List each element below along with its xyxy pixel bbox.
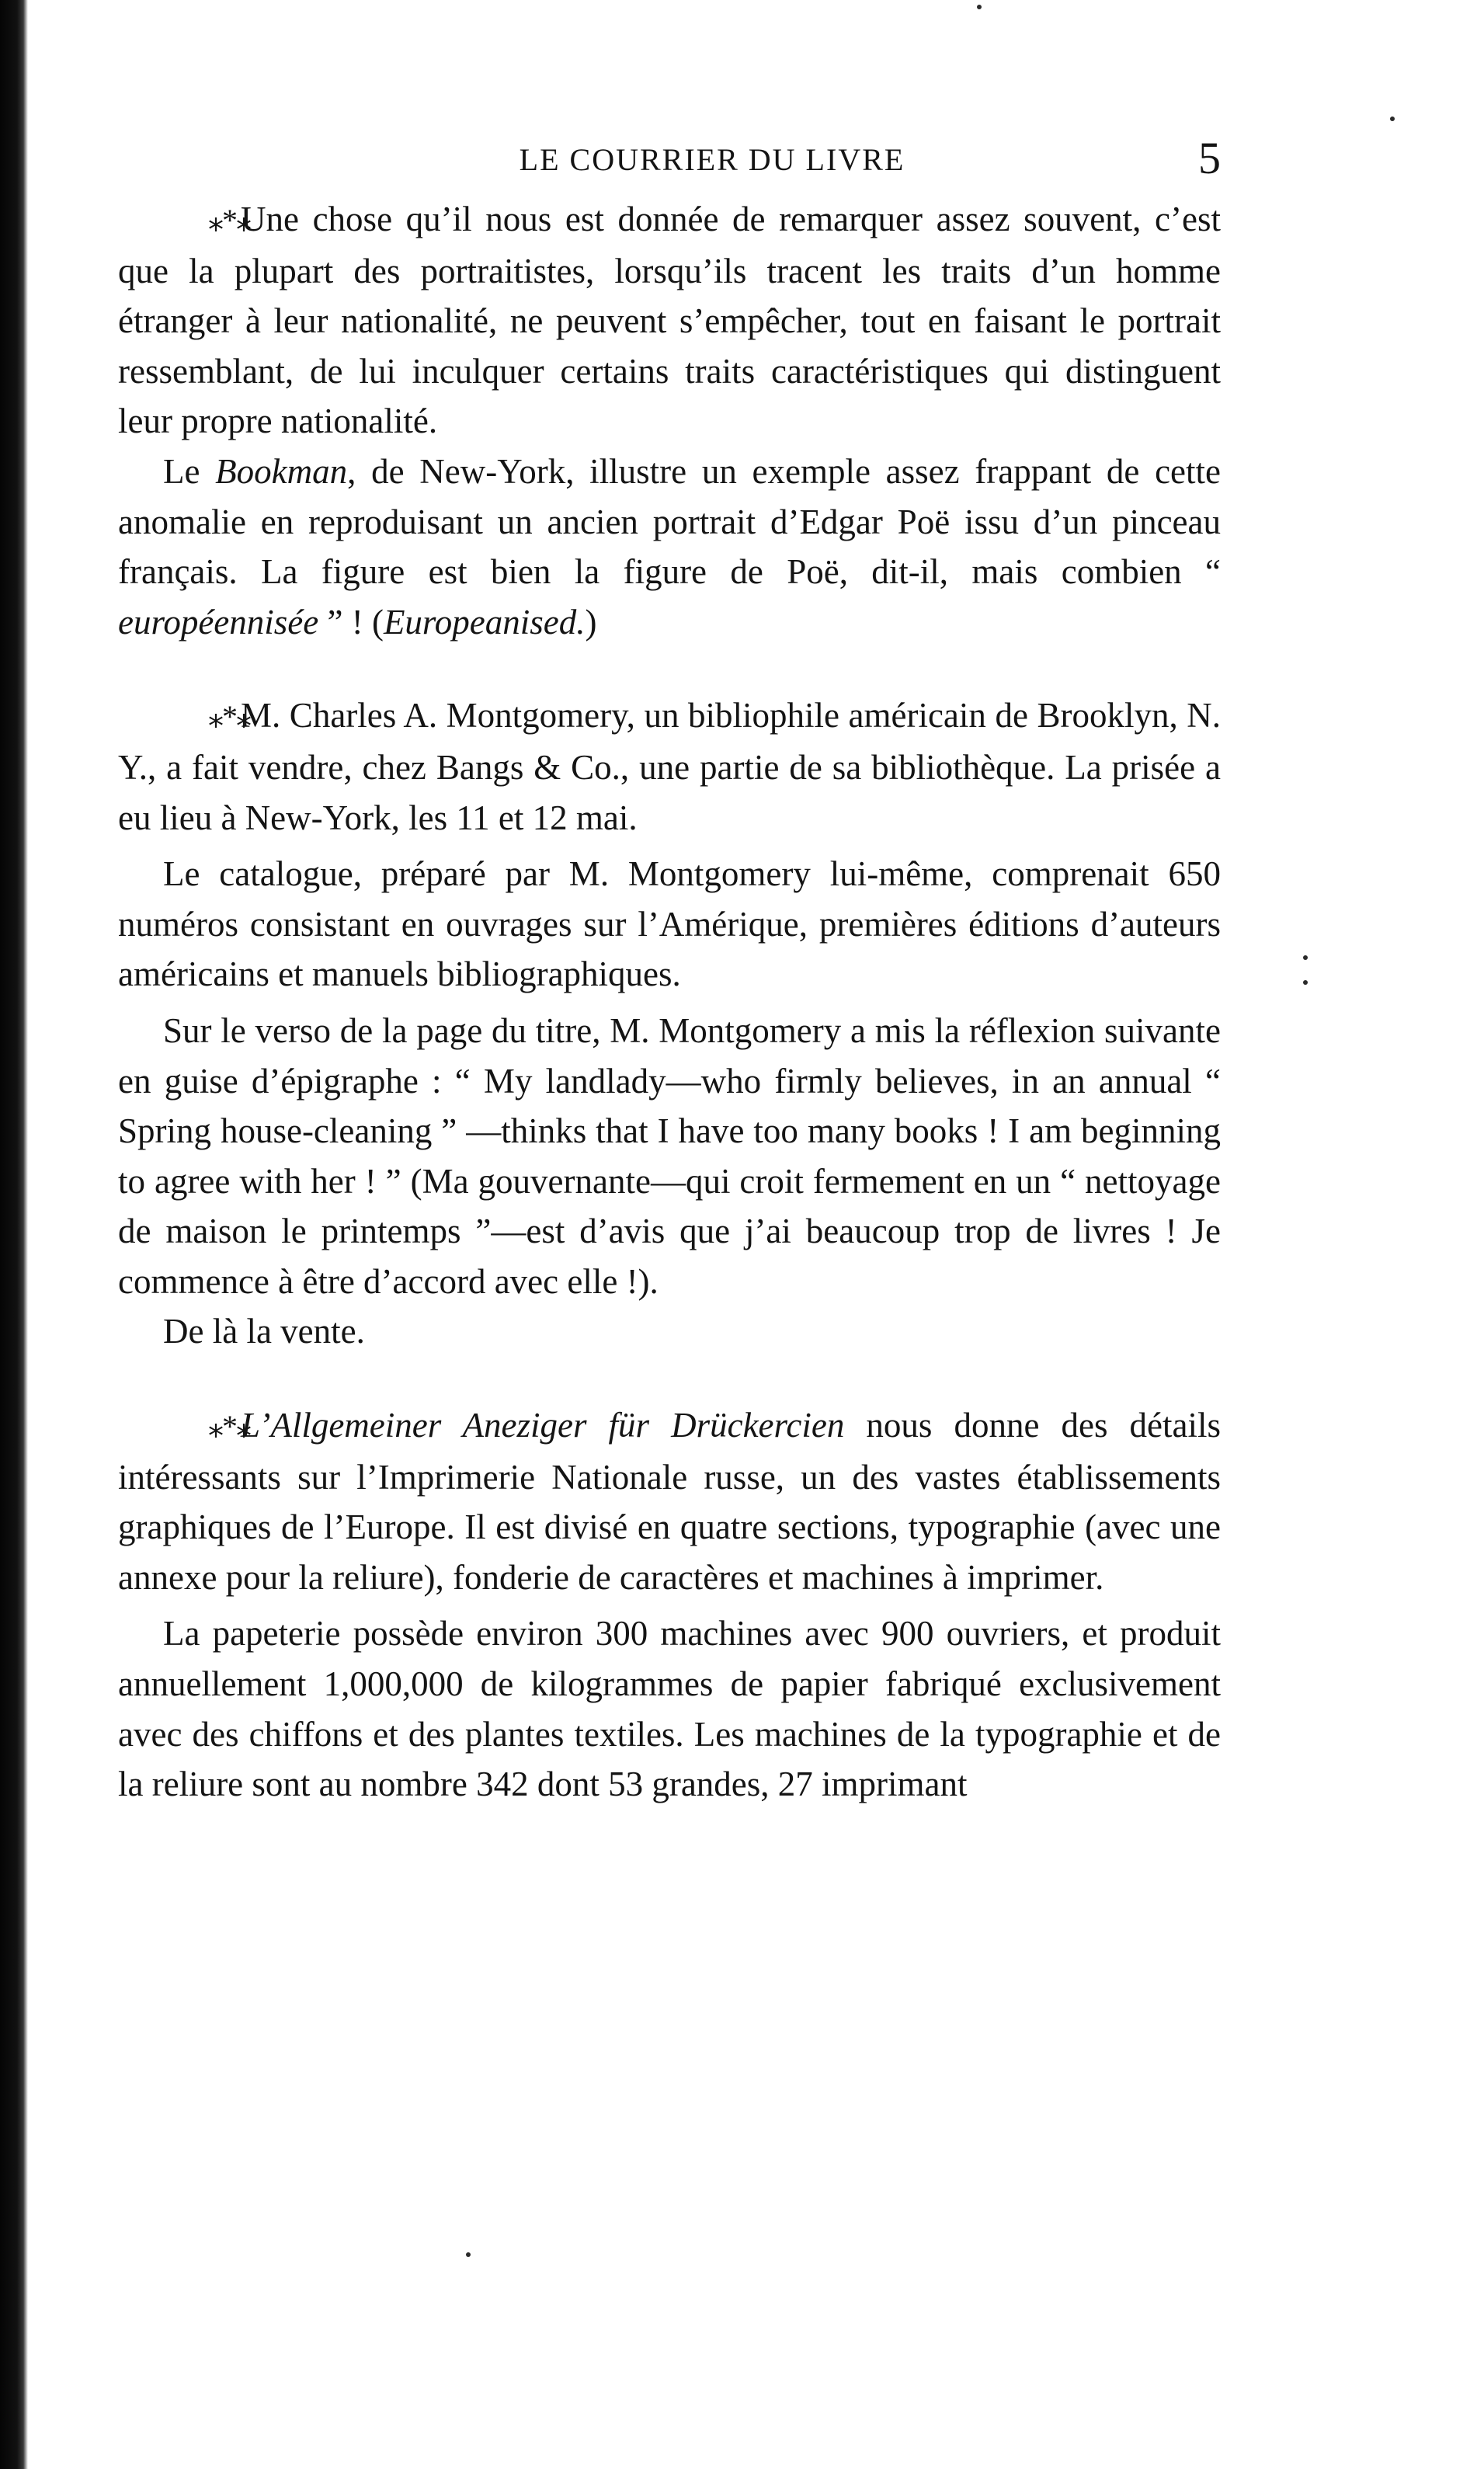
quoted-word: européennisée [118, 602, 319, 642]
paragraph-catalogue [118, 849, 1221, 1000]
text-run: ) [585, 602, 597, 642]
print-speck [977, 5, 982, 9]
paragraph-text: Une chose qu’il nous est donnée de remarquer assez souvent, c’est que la plupart des portraitistes, lorsqu’ils tracent les traits d’un homme étranger à leur nationalité, ne peuvent s’empêcher, tout en faisant le portrait ressemblant, de lui inculquer certains traits caractéristiques qui distinguent leur propre nationalité. [118, 200, 1221, 441]
paragraph-text: M. Charles A. Montgomery, un bibliophile américain de Brooklyn, N. Y., a fait vendre, chez Bangs & Co., une partie de sa bibliothèque. La prisée a eu lieu à New-York, les 11 et 12 mai. [118, 696, 1221, 837]
publication-title: L’Allgemeiner Aneziger für Drückercien [241, 1406, 845, 1445]
publication-title: Bookman [215, 451, 348, 491]
paragraph-text: Le catalogue, préparé par M. Montgomery lui-même, comprenait 650 numéros consistant en ouvrages sur l’Amérique, premières éditions d’auteurs américains et manuels bibliographiques. [118, 854, 1221, 994]
text-run: Le [163, 451, 216, 491]
asterism-mark: ⁎*⁎ [208, 1409, 250, 1445]
paragraph-epigraph [118, 1006, 1221, 1307]
english-word: Europeanised. [383, 602, 586, 642]
print-speck [1303, 955, 1308, 960]
page-header [118, 124, 1221, 194]
book-page [118, 124, 1221, 1810]
page-body [118, 194, 1221, 1810]
print-speck [466, 2252, 471, 2257]
text-run: , de New-York, illustre un exemple assez frappant de cette anomalie en reproduisant un ancien portrait d’Edgar Poë issu d’un pinceau français. La figure est bien la figure de Poë, dit-il, mais combien “ [118, 451, 1221, 592]
paragraph-paper-mill [118, 1608, 1221, 1809]
text-run: ” ! ( [318, 602, 384, 642]
paragraph-text: Sur le verso de la page du titre, M. Montgomery a mis la réflexion suivante en guise d’épigraphe : “ My landlady—who firmly believes, in an annual “ Spring house-cleaning ” —thinks that I have too many books ! I am beginning to agree with her ! ” (Ma gouvernante—qui croit fermement en un “ nettoyage de maison le printemps ”—est d’avis que j’ai beaucoup trop de livres ! Je commence à être d’accord avec elle !). [118, 1010, 1221, 1301]
page-number: 5 [1198, 133, 1221, 183]
paragraph-bookman [118, 447, 1221, 647]
asterism-mark: ⁎*⁎ [208, 699, 250, 735]
paragraph-text: La papeterie possède environ 300 machines avec 900 ouvriers, et produit annuellement 1,000,000 de kilogrammes de papier fabriqué exclusivement avec des chiffons et des plantes textiles. Les machines de la typographie et de la reliure sont au nombre 342 dont 53 grandes, 27 imprimant [118, 1614, 1221, 1804]
paragraph-montgomery-sale [118, 690, 1221, 843]
paragraph-text: De là la vente. [163, 1312, 365, 1351]
paragraph-sale-conclusion [118, 1306, 1221, 1357]
print-speck [1390, 116, 1395, 121]
running-title: LE COURRIER DU LIVRE [519, 142, 905, 177]
paragraph-text: nous donne des détails intéressants sur l’Imprimerie Nationale russe, un des vastes établissements graphiques de l’Europe. Il est divisé en quatre sections, typographie (avec une annexe pour la reliure), fonderie de caractères et machines à imprimer. [118, 1406, 1221, 1597]
paragraph-portraits [118, 194, 1221, 447]
book-binding-shadow [0, 0, 28, 2469]
asterism-mark: ⁎*⁎ [208, 203, 250, 238]
print-speck [1303, 980, 1308, 985]
paragraph-russian-printing [118, 1400, 1221, 1602]
